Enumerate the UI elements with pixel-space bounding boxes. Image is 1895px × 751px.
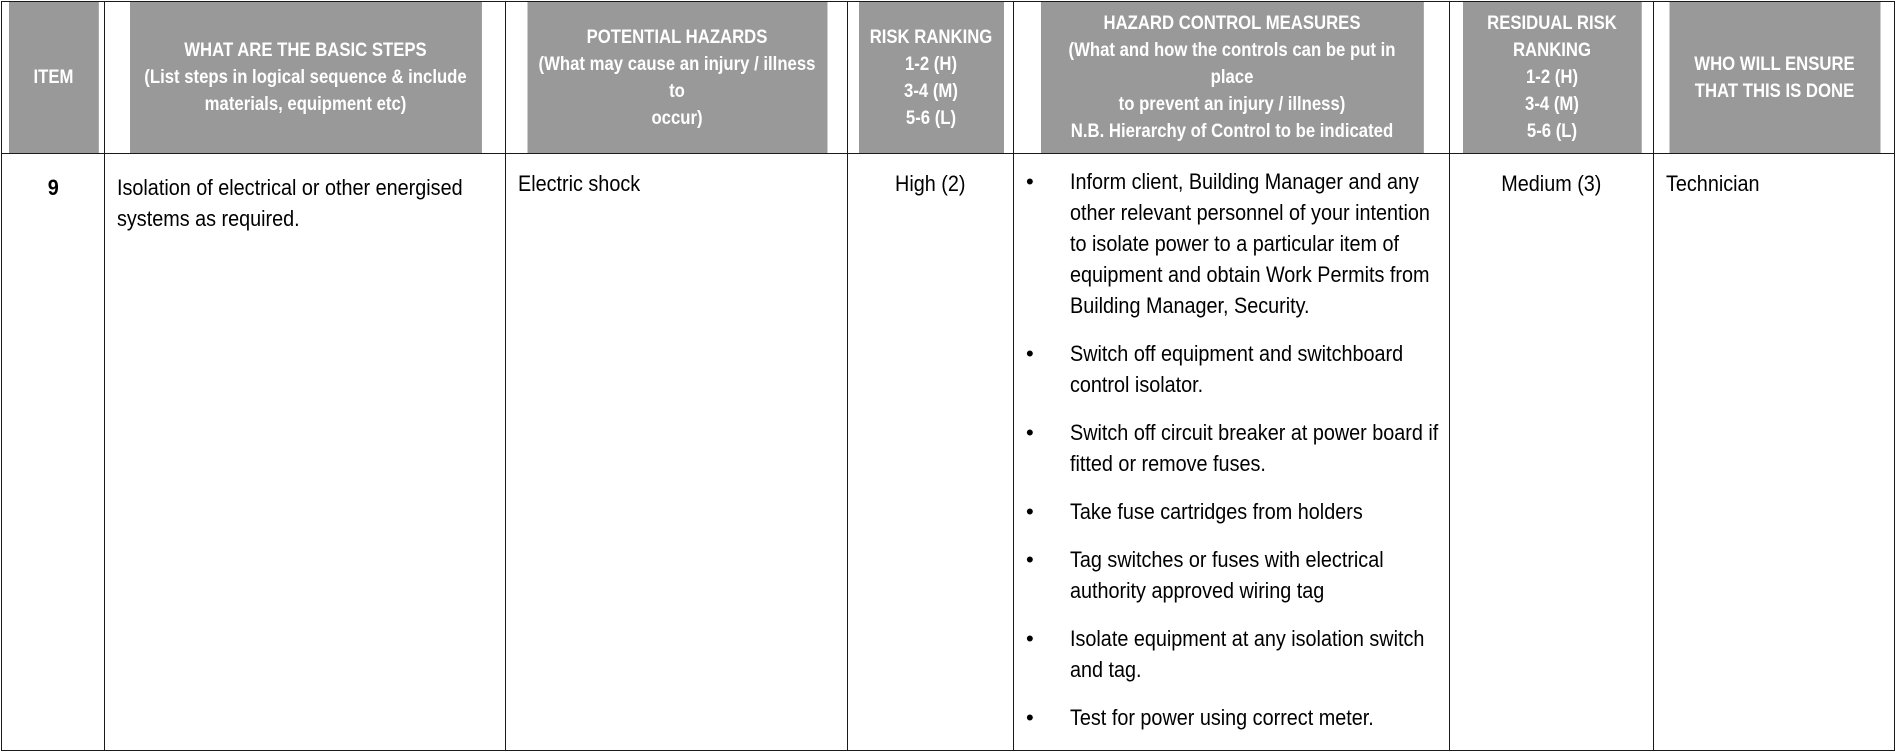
control-measures-list xyxy=(1014,154,1449,733)
table-row xyxy=(2,154,1895,751)
header-row xyxy=(2,2,1895,154)
basic-steps-cell xyxy=(105,154,506,751)
potential-hazard-text: Electric shock xyxy=(518,171,641,196)
bullet-icon: • xyxy=(1026,626,1034,651)
bullet-icon: • xyxy=(1026,547,1034,572)
basic-steps-text: Isolation of electrical or other energised systems as required. xyxy=(117,175,463,231)
list-item: • Take fuse cartridges from holders xyxy=(1024,496,1439,527)
list-item: • Switch off circuit breaker at power board if fitted or remove fuses. xyxy=(1024,417,1439,479)
header-hazard-control-measures: HAZARD CONTROL MEASURES (What and how the controls can be put in place to prevent an injury / illness) N.B. Hierarchy of Control to be indicated xyxy=(1040,2,1424,154)
list-item: • Switch off equipment and switchboard control isolator. xyxy=(1024,338,1439,400)
bullet-icon: • xyxy=(1026,420,1034,445)
header-residual-risk: RESIDUAL RISK RANKING 1-2 (H) 3-4 (M) 5-6 (L) xyxy=(1462,2,1642,154)
residual-risk-value: Medium (3) xyxy=(1501,171,1602,196)
header-potential-hazards: POTENTIAL HAZARDS (What may cause an injury / illness to occur) xyxy=(526,2,827,154)
header-who-ensures: WHO WILL ENSURE THAT THIS IS DONE xyxy=(1668,2,1880,154)
risk-ranking-cell xyxy=(848,154,1014,751)
potential-hazard-cell xyxy=(506,154,848,751)
bullet-icon: • xyxy=(1026,499,1034,524)
item-number-cell xyxy=(2,154,105,751)
responsible-cell xyxy=(1654,154,1895,751)
bullet-icon: • xyxy=(1026,705,1034,730)
header-risk-ranking: RISK RANKING 1-2 (H) 3-4 (M) 5-6 (L) xyxy=(857,2,1003,154)
list-item: • Isolate equipment at any isolation switch and tag. xyxy=(1024,623,1439,685)
item-number: 9 xyxy=(47,175,59,200)
residual-risk-cell xyxy=(1450,154,1654,751)
risk-assessment-table xyxy=(1,1,1895,751)
bullet-icon: • xyxy=(1026,341,1034,366)
header-item: ITEM xyxy=(8,2,99,154)
bullet-icon: • xyxy=(1026,169,1034,194)
header-basic-steps: WHAT ARE THE BASIC STEPS (List steps in logical sequence & include materials, equipment etc) xyxy=(129,2,482,154)
list-item: • Tag switches or fuses with electrical authority approved wiring tag xyxy=(1024,544,1439,606)
responsible-person: Technician xyxy=(1666,171,1760,196)
list-item: • Test for power using correct meter. xyxy=(1024,702,1439,733)
risk-ranking-value: High (2) xyxy=(895,171,966,196)
list-item: • Inform client, Building Manager and any other relevant personnel of your intention to isolate power to a particular item of equipment and obtain Work Permits from Building Manager, Security. xyxy=(1024,166,1439,321)
hazard-control-cell xyxy=(1014,154,1450,751)
